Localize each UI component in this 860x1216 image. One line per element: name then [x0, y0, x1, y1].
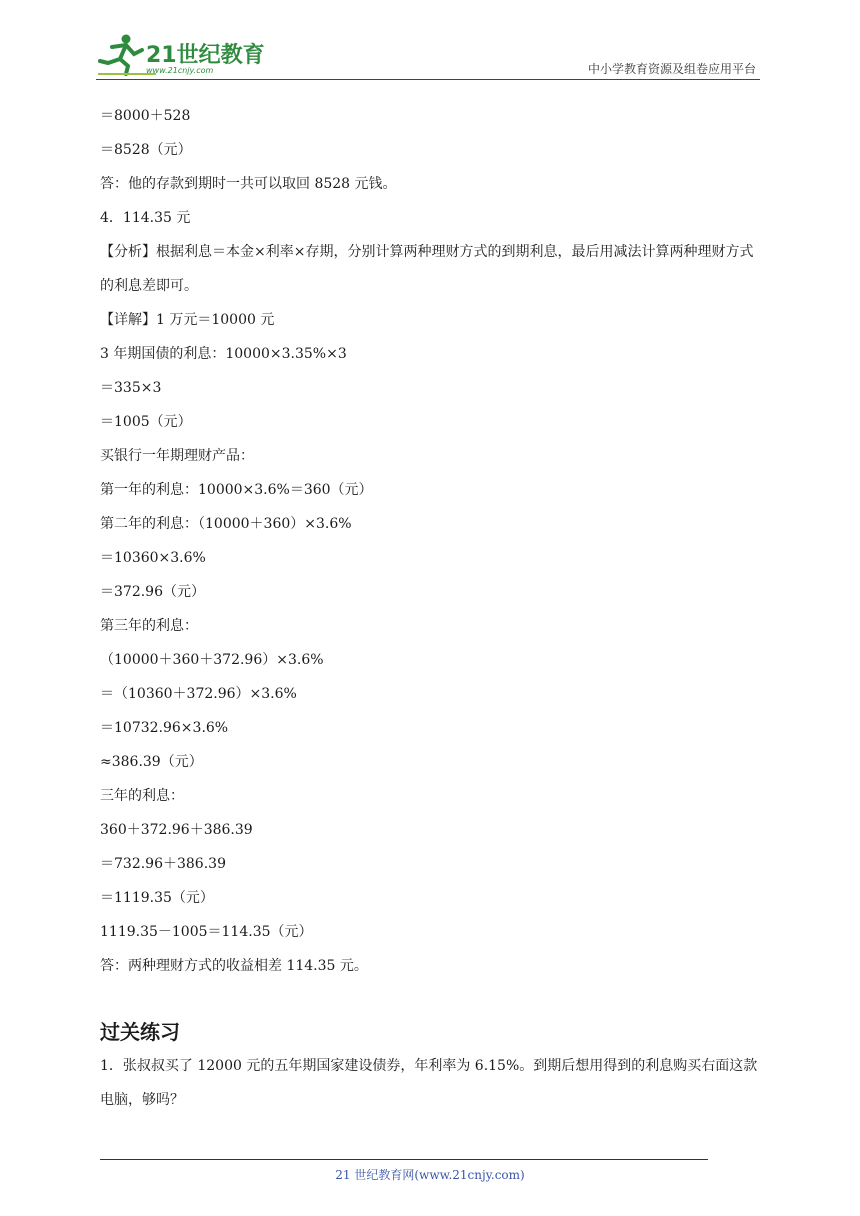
- text-line: ＝372.96（元）: [100, 584, 205, 600]
- page-header: [96, 28, 760, 80]
- text-line: ＝8000＋528: [100, 108, 191, 124]
- text-line: ＝10360×3.6%: [100, 550, 206, 566]
- text-line: 第一年的利息：10000×3.6%＝360（元）: [100, 482, 373, 498]
- document-body: [100, 99, 762, 1117]
- header-platform-text: 中小学教育资源及组卷应用平台: [587, 62, 756, 76]
- text-line: ＝10732.96×3.6%: [100, 720, 229, 736]
- text-line: ＝（10360＋372.96）×3.6%: [100, 686, 297, 702]
- text-line: （10000＋360＋372.96）×3.6%: [100, 652, 324, 668]
- footer-divider: [100, 1159, 708, 1160]
- text-line: ＝8528（元）: [100, 142, 192, 158]
- logo: [96, 32, 266, 76]
- question-paragraph: 1．张叔叔买了 12000 元的五年期国家建设债券，年利率为 6.15%。到期后想用得到的利息购买右面这款电脑，够吗？: [100, 1058, 758, 1108]
- answer-number: 4．114.35 元: [100, 210, 191, 226]
- footer-text: 21 世纪教育网(www.21cnjy.com): [335, 1168, 525, 1182]
- text-line: 3 年期国债的利息：10000×3.35%×3: [100, 346, 347, 362]
- svg-text:www.21cnjy.com: www.21cnjy.com: [146, 66, 214, 75]
- text-line: ≈386.39（元）: [100, 754, 203, 770]
- text-line: 第二年的利息：（10000＋360）×3.6%: [100, 516, 352, 532]
- text-line: ＝1119.35（元）: [100, 890, 214, 906]
- text-line: 答：他的存款到期时一共可以取回 8528 元钱。: [100, 176, 397, 192]
- text-line: 第三年的利息：: [100, 618, 198, 634]
- text-line: 三年的利息：: [100, 788, 184, 804]
- text-line: ＝1005（元）: [100, 414, 192, 430]
- analysis-paragraph: 【分析】根据利息＝本金×利率×存期，分别计算两种理财方式的到期利息，最后用减法计算两种理财方式的利息差即可。: [100, 244, 754, 294]
- text-line: ＝335×3: [100, 380, 162, 396]
- detail-line: 【详解】1 万元＝10000 元: [100, 312, 275, 328]
- text-line: 买银行一年期理财产品：: [100, 448, 254, 464]
- text-line: 1119.35－1005＝114.35（元）: [100, 924, 313, 940]
- text-line: ＝732.96＋386.39: [100, 856, 226, 872]
- section-heading: 过关练习: [100, 1020, 180, 1044]
- answer-line: 答：两种理财方式的收益相差 114.35 元。: [100, 958, 368, 974]
- text-line: 360＋372.96＋386.39: [100, 822, 253, 838]
- svg-text:21世纪教育: 21世纪教育: [146, 43, 265, 68]
- header-divider: [96, 79, 760, 80]
